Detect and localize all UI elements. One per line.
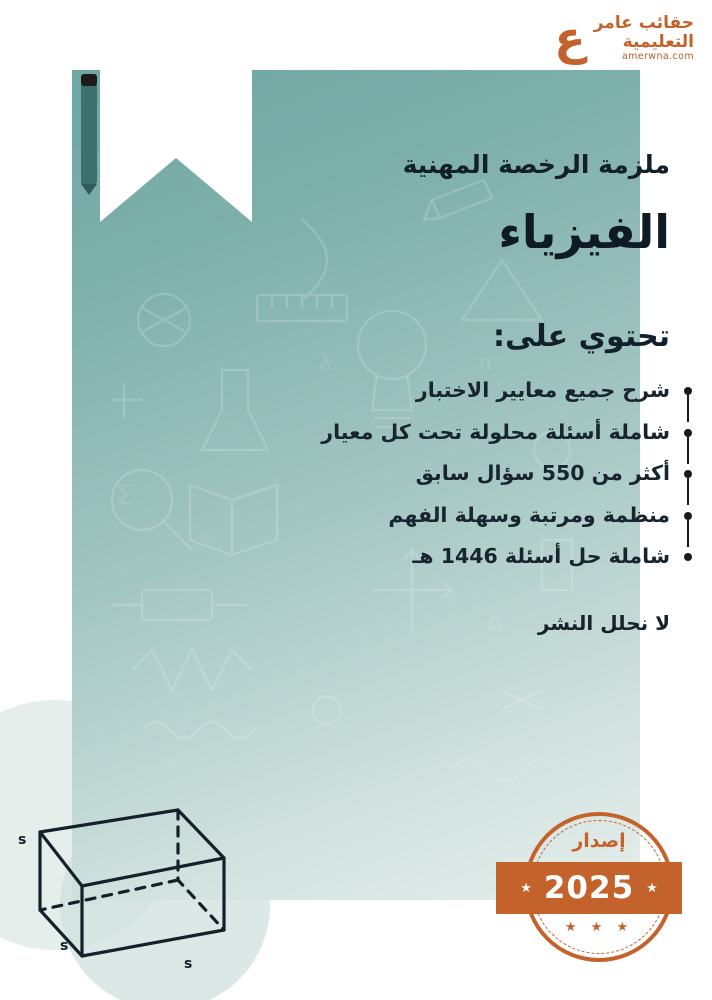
bullet-dot-icon [684,512,692,520]
bullet-dot-icon [684,470,692,478]
poster-content [172,150,692,635]
brand-logo [554,11,694,66]
poster-title: الفيزياء [498,205,670,259]
brand-mark-icon: ع [554,11,586,66]
brand-logo-text [594,14,694,63]
bullet-dot-icon [684,553,692,561]
list-item [172,502,670,527]
feature-text: أكثر من 550 سؤال سابق [415,461,670,485]
cube-icon [18,760,248,970]
brand-website: amerwna.com [621,51,694,63]
feature-text: منظمة ومرتبة وسهلة الفهم [388,502,670,527]
brand-name-line1: حقائب عامر [593,13,694,33]
pencil-icon [78,70,100,195]
cube-label-left: s [18,832,27,848]
brand-name-line2: التعليمية [622,32,694,53]
seal-bottom-stars: ★ ★ ★ [564,920,634,935]
feature-text: شاملة أسئلة محلولة تحت كل معيار [321,419,670,444]
cube-label-bottom-right: s [184,956,193,972]
svg-text:λ: λ [318,351,332,376]
copyright-notice: لا نحلل النشر [537,610,670,635]
list-item [172,463,670,484]
svg-text:Δ: Δ [486,611,502,636]
svg-text:√: √ [167,751,182,776]
svg-text:π: π [478,351,492,376]
bullet-connector-line [687,478,689,505]
cube-label-bottom-left: s [60,938,69,954]
feature-text: شاملة حل أسئلة 1446 هـ [412,544,670,568]
contains-label: تحتوي على: [493,319,670,354]
bullet-connector-line [687,395,689,422]
bullet-connector-line [687,437,689,464]
list-item [172,419,670,444]
cube-illustration [18,760,248,970]
seal-edition-label: إصدار [572,830,626,852]
star-icon: ★ [520,880,532,896]
seal-year-band [496,862,682,914]
feature-text: شرح جميع معايير الاختبار [415,378,670,402]
list-item [172,380,670,401]
bookmark-ribbon-icon [100,70,252,222]
bullet-dot-icon [684,429,692,437]
bullet-connector-line [687,520,689,547]
list-item [172,546,670,567]
poster-subtitle: ملزمة الرخصة المهنية [402,150,670,179]
seal-year: 2025 [543,870,635,906]
bullet-dot-icon [684,387,692,395]
feature-list [172,380,692,567]
star-icon: ★ [646,880,658,896]
svg-text:∑: ∑ [117,481,132,506]
edition-seal [496,812,682,962]
